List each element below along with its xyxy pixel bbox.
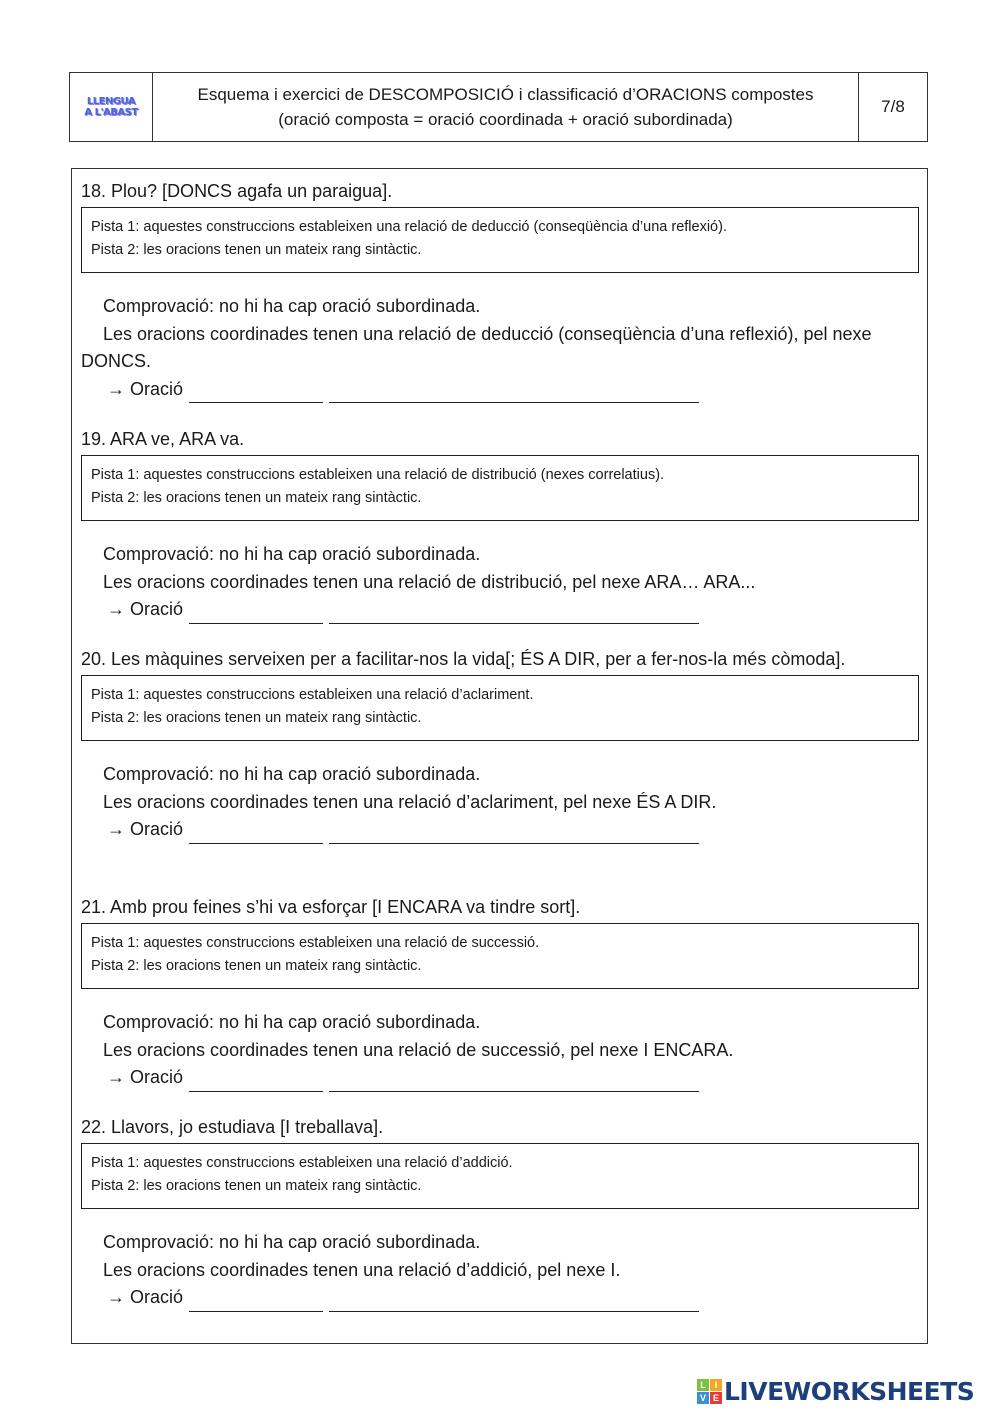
logo-text: LLENGUA bbox=[86, 96, 136, 107]
answer-label: → Oració bbox=[107, 819, 184, 839]
answer-type-input[interactable] bbox=[189, 1071, 323, 1092]
page-number: 7/8 bbox=[858, 73, 927, 141]
answer-label: → Oració bbox=[107, 599, 184, 619]
logo bbox=[70, 73, 153, 141]
answer-type-input[interactable] bbox=[189, 1291, 323, 1312]
exercise-21 bbox=[81, 893, 919, 1092]
answer-type-input[interactable] bbox=[189, 823, 323, 844]
answer-relation-input[interactable] bbox=[329, 603, 699, 624]
exercise-18 bbox=[81, 177, 919, 403]
hint-box bbox=[81, 923, 919, 989]
hint-1: Pista 1: aquestes construccions estableixen una relació d’aclariment. bbox=[91, 687, 534, 703]
logo-text: A L'ABAST bbox=[84, 107, 138, 118]
answer-relation-input[interactable] bbox=[329, 1291, 699, 1312]
question: 18. Plou? [DONCS agafa un paraigua]. bbox=[81, 181, 393, 201]
explanation-text: Les oracions coordinades tenen una relació d’addició, pel nexe I. bbox=[103, 1259, 621, 1280]
brand-text: LIVEWORKSHEETS bbox=[724, 1377, 975, 1406]
hint-2: Pista 2: les oracions tenen un mateix rang sintàctic. bbox=[91, 958, 422, 974]
square: E bbox=[710, 1392, 722, 1404]
page-title bbox=[153, 73, 858, 141]
live-squares-icon bbox=[697, 1379, 722, 1404]
explanation-text: Les oracions coordinades tenen una relació d’aclariment, pel nexe ÉS A DIR. bbox=[103, 791, 717, 812]
hint-box bbox=[81, 1143, 919, 1209]
question: 22. Llavors, jo estudiava [I treballava]. bbox=[81, 1117, 384, 1137]
explanation-block bbox=[81, 1229, 919, 1312]
answer-label: → Oració bbox=[107, 378, 184, 399]
question: 20. Les màquines serveixen per a facilitar-nos la vida[; ÉS A DIR, per a fer-nos-la més còmoda]. bbox=[81, 649, 846, 669]
exercise-20 bbox=[81, 645, 919, 844]
answer-label: → Oració bbox=[107, 1287, 184, 1307]
check-text: Comprovació: no hi ha cap oració subordinada. bbox=[103, 764, 481, 784]
title-subtitle: (oració composta = oració coordinada + oració subordinada) bbox=[278, 110, 733, 129]
answer-type-input[interactable] bbox=[189, 382, 323, 403]
liveworksheets-logo bbox=[697, 1377, 974, 1406]
explanation-text: Les oracions coordinades tenen una relació de distribució, pel nexe ARA… ARA... bbox=[103, 571, 756, 592]
hint-box bbox=[81, 455, 919, 521]
hint-1: Pista 1: aquestes construccions estableixen una relació de successió. bbox=[91, 935, 540, 951]
check-text: Comprovació: no hi ha cap oració subordinada. bbox=[103, 1232, 481, 1252]
explanation-block bbox=[81, 1009, 919, 1092]
explanation-text: Les oracions coordinades tenen una relació de deducció (conseqüència d’una reflexió), pel nexe DONCS. bbox=[81, 323, 872, 371]
explanation-block bbox=[81, 541, 919, 624]
explanation-block bbox=[81, 293, 919, 403]
square: I bbox=[710, 1379, 722, 1391]
hint-1: Pista 1: aquestes construccions estableixen una relació d’addició. bbox=[91, 1155, 513, 1171]
hint-2: Pista 2: les oracions tenen un mateix rang sintàctic. bbox=[91, 242, 422, 258]
hint-box bbox=[81, 675, 919, 741]
answer-relation-input[interactable] bbox=[329, 823, 699, 844]
hint-box bbox=[81, 207, 919, 273]
answer-row bbox=[81, 1064, 919, 1092]
check-text: Comprovació: no hi ha cap oració subordinada. bbox=[103, 1012, 481, 1032]
answer-row bbox=[81, 596, 919, 624]
answer-row bbox=[81, 376, 919, 404]
explanation-text: Les oracions coordinades tenen una relació de successió, pel nexe I ENCARA. bbox=[103, 1039, 734, 1060]
question: 21. Amb prou feines s’hi va esforçar [I ENCARA va tindre sort]. bbox=[81, 897, 581, 917]
square: L bbox=[697, 1379, 709, 1391]
header-table bbox=[69, 72, 928, 142]
answer-row bbox=[81, 816, 919, 844]
answer-label: → Oració bbox=[107, 1067, 184, 1087]
hint-2: Pista 2: les oracions tenen un mateix rang sintàctic. bbox=[91, 710, 422, 726]
exercise-19 bbox=[81, 425, 919, 624]
answer-type-input[interactable] bbox=[189, 603, 323, 624]
hint-1: Pista 1: aquestes construccions estableixen una relació de distribució (nexes correlatius). bbox=[91, 467, 665, 483]
square: V bbox=[697, 1392, 709, 1404]
exercise-box bbox=[71, 168, 928, 1344]
hint-2: Pista 2: les oracions tenen un mateix rang sintàctic. bbox=[91, 490, 422, 506]
title-line: Esquema i exercici de DESCOMPOSICIÓ i classificació d’ORACIONS compostes bbox=[197, 85, 814, 104]
check-text: Comprovació: no hi ha cap oració subordinada. bbox=[103, 296, 481, 316]
exercise-22 bbox=[81, 1113, 919, 1312]
answer-relation-input[interactable] bbox=[329, 1071, 699, 1092]
hint-1: Pista 1: aquestes construccions estableixen una relació de deducció (conseqüència d’una reflexió). bbox=[91, 219, 727, 235]
explanation-block bbox=[81, 761, 919, 844]
answer-relation-input[interactable] bbox=[329, 382, 699, 403]
hint-2: Pista 2: les oracions tenen un mateix rang sintàctic. bbox=[91, 1178, 422, 1194]
check-text: Comprovació: no hi ha cap oració subordinada. bbox=[103, 544, 481, 564]
answer-row bbox=[81, 1284, 919, 1312]
question: 19. ARA ve, ARA va. bbox=[81, 429, 245, 449]
